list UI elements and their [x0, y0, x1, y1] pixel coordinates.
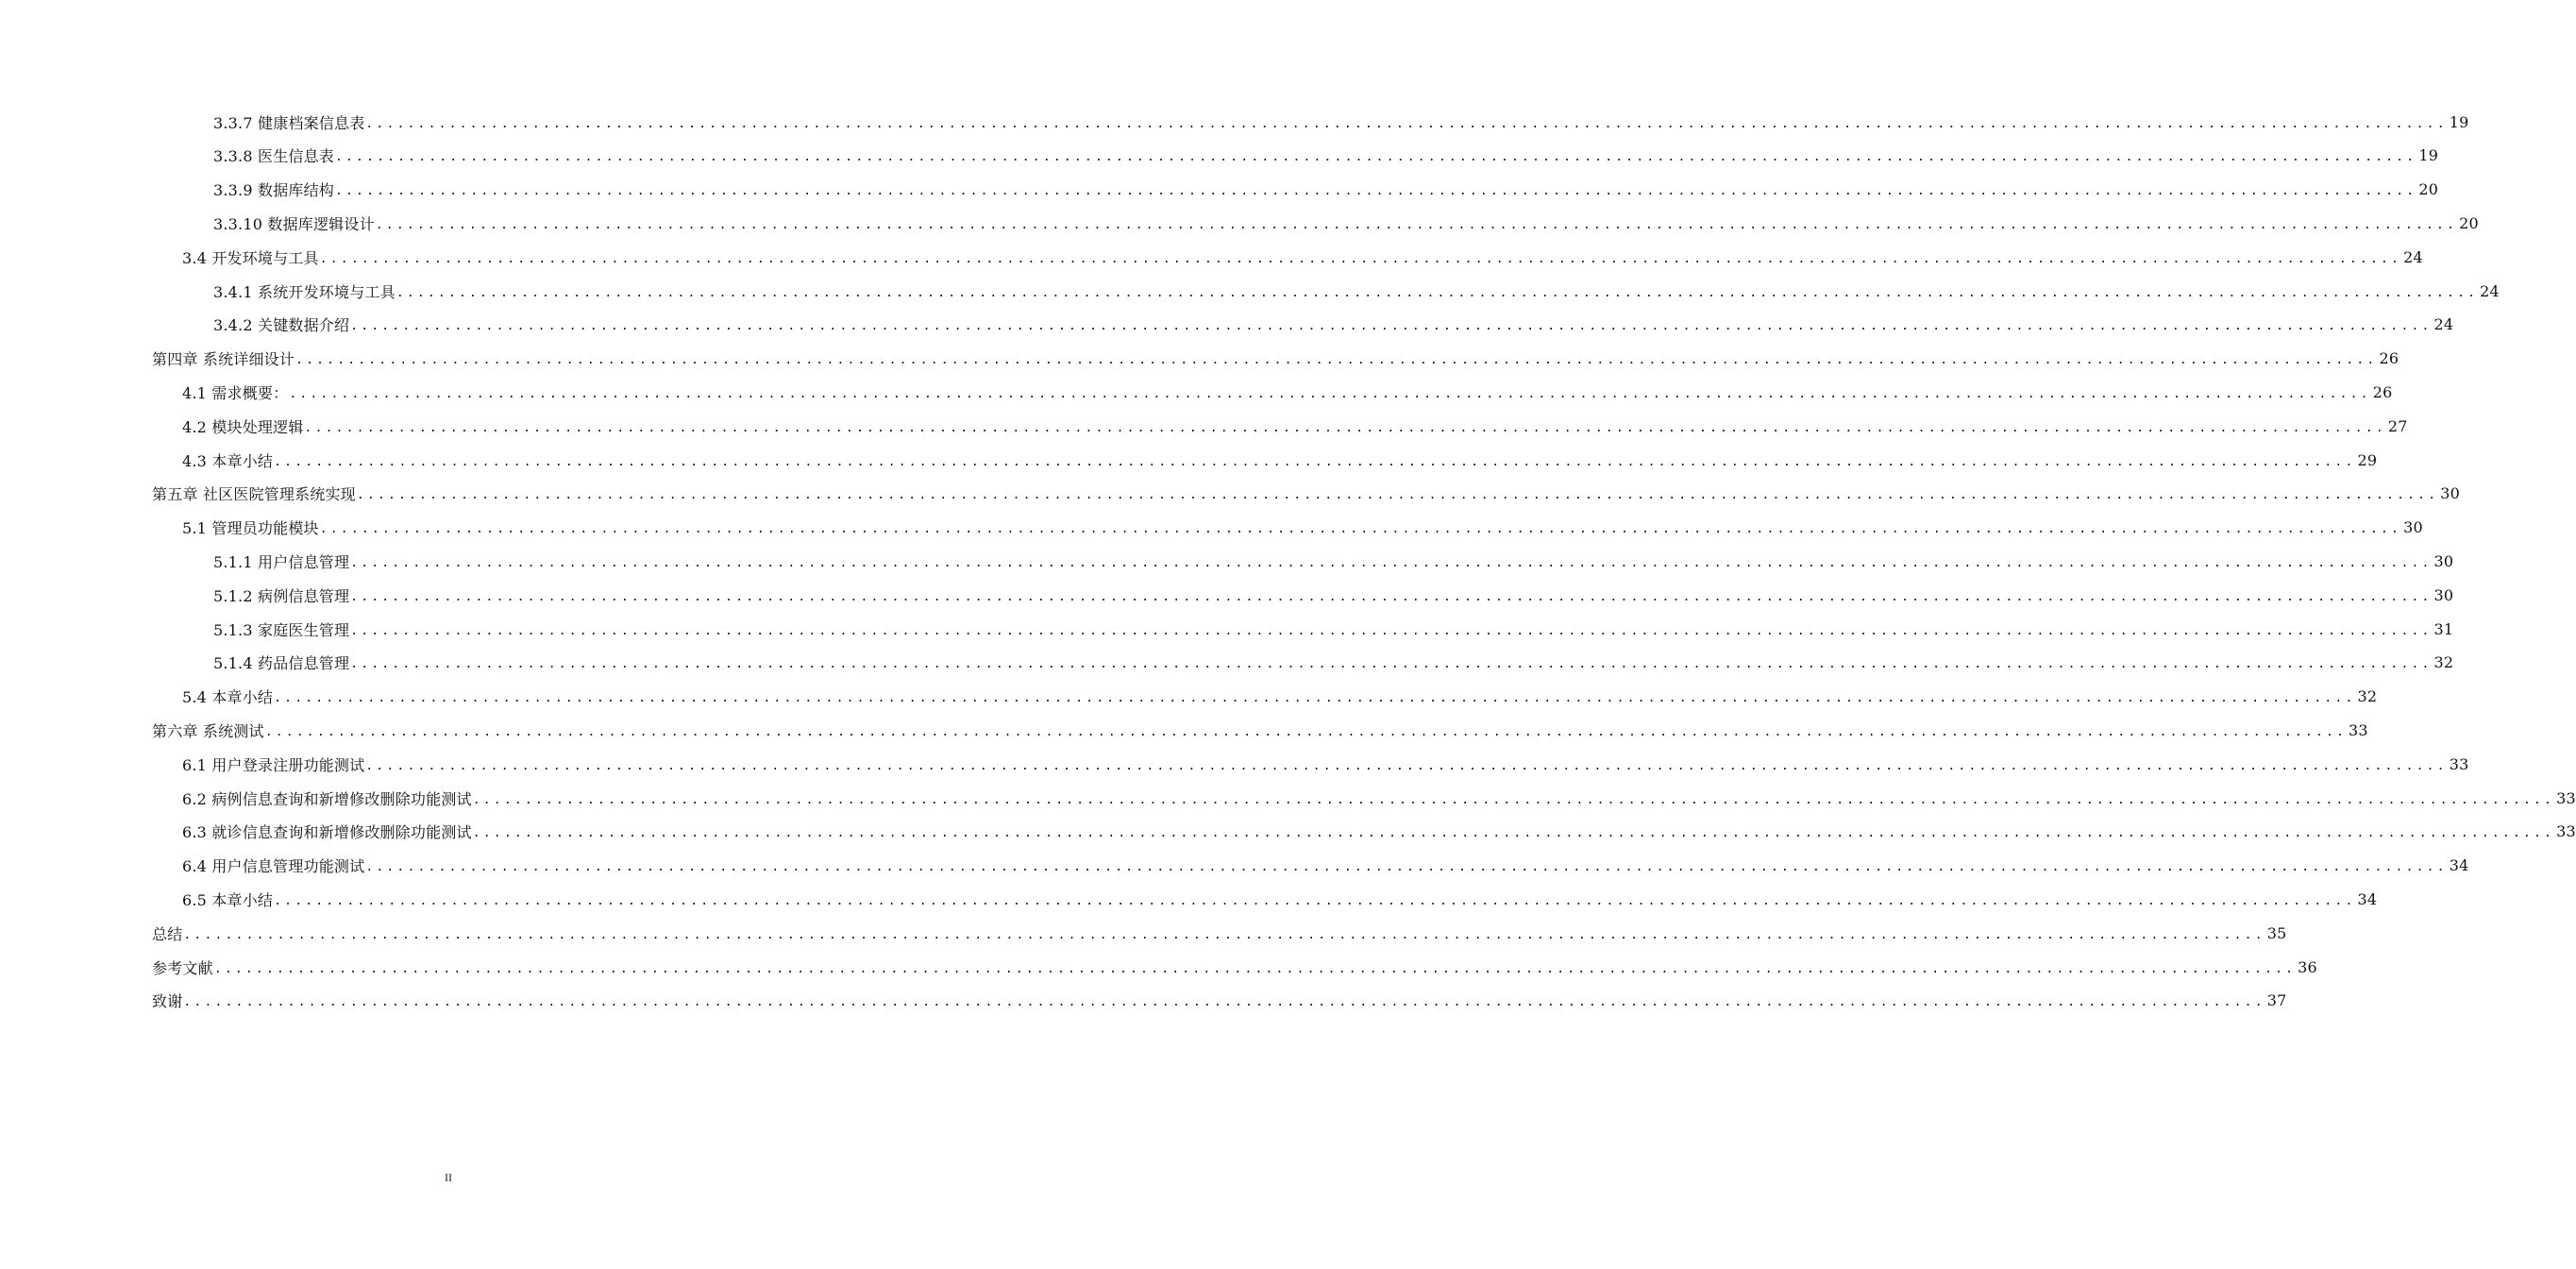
toc-entry-title: 总结 — [152, 924, 183, 943]
toc-entry[interactable] — [182, 882, 2378, 916]
toc-entry-title: 3.3.9 数据库结构 — [213, 181, 334, 200]
toc-entry-page-number: 20 — [2459, 213, 2479, 232]
toc-entry-title: 5.1 管理员功能模块 — [182, 519, 319, 538]
toc-entry-title: 3.4 开发环境与工具 — [182, 248, 319, 267]
toc-entry-page-number: 32 — [2433, 653, 2454, 672]
toc-dot-leader: ........................................................................................................................................................................................................ — [264, 724, 2348, 739]
toc-entry[interactable] — [213, 544, 2454, 578]
toc-dot-leader: ........................................................................................................................................................................................................ — [319, 251, 2402, 266]
toc-entry-title: 参考文献 — [152, 958, 213, 977]
toc-entry[interactable] — [152, 950, 2317, 984]
toc-entry-title: 4.1 需求概要： — [182, 383, 289, 402]
toc-entry-page-number: 19 — [2449, 112, 2469, 131]
toc-dot-leader: ........................................................................................................................................................................................................ — [350, 657, 2433, 672]
toc-entry-page-number: 24 — [2480, 281, 2500, 300]
toc-entry[interactable] — [213, 612, 2454, 646]
toc-entry-title: 5.1.3 家庭医生管理 — [213, 620, 350, 639]
toc-dot-leader: ........................................................................................................................................................................................................ — [350, 623, 2433, 638]
toc-entry-page-number: 34 — [2357, 889, 2378, 908]
toc-entry-page-number: 26 — [2372, 382, 2393, 401]
toc-dot-leader: ........................................................................................................................................................................................................ — [335, 150, 2417, 165]
toc-dot-leader: ........................................................................................................................................................................................................ — [472, 826, 2555, 841]
toc-entry-title: 6.3 就诊信息查询和新增修改删除功能测试 — [182, 823, 472, 842]
toc-entry[interactable] — [152, 342, 2399, 376]
toc-entry[interactable] — [213, 173, 2439, 207]
toc-entry-page-number: 35 — [2266, 923, 2287, 942]
toc-entry-title: 3.4.2 关键数据介绍 — [213, 316, 350, 335]
toc-entry[interactable] — [182, 240, 2423, 274]
toc-entry-page-number: 29 — [2357, 450, 2378, 469]
toc-entry[interactable] — [182, 375, 2393, 409]
toc-dot-leader: ........................................................................................................................................................................................................ — [365, 116, 2448, 131]
page-number-footer: II — [445, 1171, 452, 1184]
toc-entry-title: 6.2 病例信息查询和新增修改删除功能测试 — [182, 789, 472, 808]
toc-dot-leader: ........................................................................................................................................................................................................ — [472, 792, 2555, 807]
toc-dot-leader: ........................................................................................................................................................................................................ — [274, 691, 2356, 706]
toc-entry-title: 3.3.10 数据库逻辑设计 — [213, 214, 375, 233]
toc-entry-page-number: 37 — [2266, 991, 2287, 1010]
toc-entry-page-number: 27 — [2387, 416, 2408, 435]
toc-entry-title: 4.3 本章小结 — [182, 451, 274, 470]
toc-entry-page-number: 30 — [2403, 518, 2423, 537]
toc-entry-title: 第六章 系统测试 — [152, 721, 264, 740]
toc-entry-title: 5.1.4 药品信息管理 — [213, 654, 350, 673]
toc-dot-leader: ........................................................................................................................................................................................................ — [289, 386, 2371, 401]
toc-entry-page-number: 30 — [2433, 551, 2454, 570]
toc-entry[interactable] — [152, 916, 2287, 950]
toc-entry[interactable] — [213, 646, 2454, 680]
toc-entry-page-number: 34 — [2449, 856, 2469, 875]
toc-entry[interactable] — [213, 139, 2439, 173]
toc-entry[interactable] — [152, 713, 2368, 747]
toc-dot-leader: ........................................................................................................................................................................................................ — [183, 927, 2265, 942]
toc-entry-page-number: 20 — [2418, 180, 2439, 199]
toc-dot-leader: ........................................................................................................................................................................................................ — [304, 420, 2386, 435]
toc-entry-page-number: 33 — [2556, 788, 2576, 807]
toc-entry-page-number: 31 — [2433, 619, 2454, 638]
toc-entry-title: 5.1.2 病例信息管理 — [213, 586, 350, 605]
toc-entry-title: 3.3.7 健康档案信息表 — [213, 113, 365, 132]
toc-entry[interactable] — [213, 578, 2454, 612]
toc-dot-leader: ........................................................................................................................................................................................................ — [375, 217, 2458, 232]
toc-entry-page-number: 30 — [2440, 484, 2460, 503]
toc-dot-leader: ........................................................................................................................................................................................................ — [350, 589, 2433, 604]
toc-entry-title: 6.5 本章小结 — [182, 890, 274, 909]
toc-entry[interactable] — [213, 308, 2454, 342]
toc-entry-page-number: 33 — [2349, 720, 2368, 739]
toc-dot-leader: ........................................................................................................................................................................................................ — [319, 522, 2402, 537]
toc-entry-title: 6.4 用户信息管理功能测试 — [182, 857, 365, 876]
toc-dot-leader: ........................................................................................................................................................................................................ — [183, 995, 2265, 1010]
toc-entry[interactable] — [182, 747, 2469, 781]
toc-dot-leader: ........................................................................................................................................................................................................ — [365, 758, 2448, 773]
toc-dot-leader: ........................................................................................................................................................................................................ — [365, 860, 2448, 875]
toc-entry-page-number: 26 — [2379, 349, 2399, 368]
toc-entry-page-number: 36 — [2298, 957, 2317, 976]
toc-entry-page-number: 32 — [2357, 687, 2378, 706]
toc-entry[interactable] — [182, 443, 2378, 477]
toc-dot-leader: ........................................................................................................................................................................................................ — [295, 353, 2378, 368]
toc-dot-leader: ........................................................................................................................................................................................................ — [213, 961, 2297, 976]
toc-entry[interactable] — [213, 274, 2500, 308]
toc-dot-leader: ........................................................................................................................................................................................................ — [350, 319, 2433, 334]
toc-entry[interactable] — [182, 409, 2408, 443]
toc-entry-title: 3.3.8 医生信息表 — [213, 147, 334, 166]
toc-entry-title: 第五章 社区医院管理系统实现 — [152, 485, 356, 504]
toc-entry-page-number: 33 — [2556, 822, 2576, 841]
toc-entry[interactable] — [152, 984, 2287, 1018]
toc-dot-leader: ........................................................................................................................................................................................................ — [396, 285, 2479, 300]
toc-dot-leader: ........................................................................................................................................................................................................ — [350, 555, 2433, 570]
toc-entry[interactable] — [182, 849, 2469, 883]
toc-entry-title: 5.1.1 用户信息管理 — [213, 552, 350, 571]
toc-entry-page-number: 33 — [2449, 754, 2469, 773]
toc-entry[interactable] — [213, 105, 2469, 139]
toc-entry-page-number: 19 — [2418, 146, 2439, 165]
toc-dot-leader: ........................................................................................................................................................................................................ — [274, 454, 2356, 469]
toc-entry[interactable] — [182, 781, 2576, 815]
toc-entry-title: 3.4.1 系统开发环境与工具 — [213, 282, 396, 301]
toc-entry-page-number: 30 — [2433, 585, 2454, 604]
toc-entry-title: 6.1 用户登录注册功能测试 — [182, 755, 365, 774]
toc-dot-leader: ........................................................................................................................................................................................................ — [356, 488, 2439, 503]
toc-entry-title: 4.2 模块处理逻辑 — [182, 417, 304, 436]
toc-entry-title: 致谢 — [152, 992, 183, 1011]
toc-entry-page-number: 24 — [2433, 315, 2454, 334]
toc-entry[interactable] — [213, 206, 2479, 240]
toc-dot-leader: ........................................................................................................................................................................................................ — [274, 893, 2356, 908]
toc-entry-page-number: 24 — [2403, 247, 2423, 266]
toc-entry[interactable] — [152, 477, 2460, 511]
toc-entry[interactable] — [182, 511, 2423, 545]
toc-entry[interactable] — [182, 815, 2576, 849]
toc-entry-title: 5.4 本章小结 — [182, 688, 274, 707]
toc-entry[interactable] — [182, 680, 2378, 714]
toc-entry-title: 第四章 系统详细设计 — [152, 350, 295, 369]
toc-dot-leader: ........................................................................................................................................................................................................ — [335, 184, 2417, 199]
